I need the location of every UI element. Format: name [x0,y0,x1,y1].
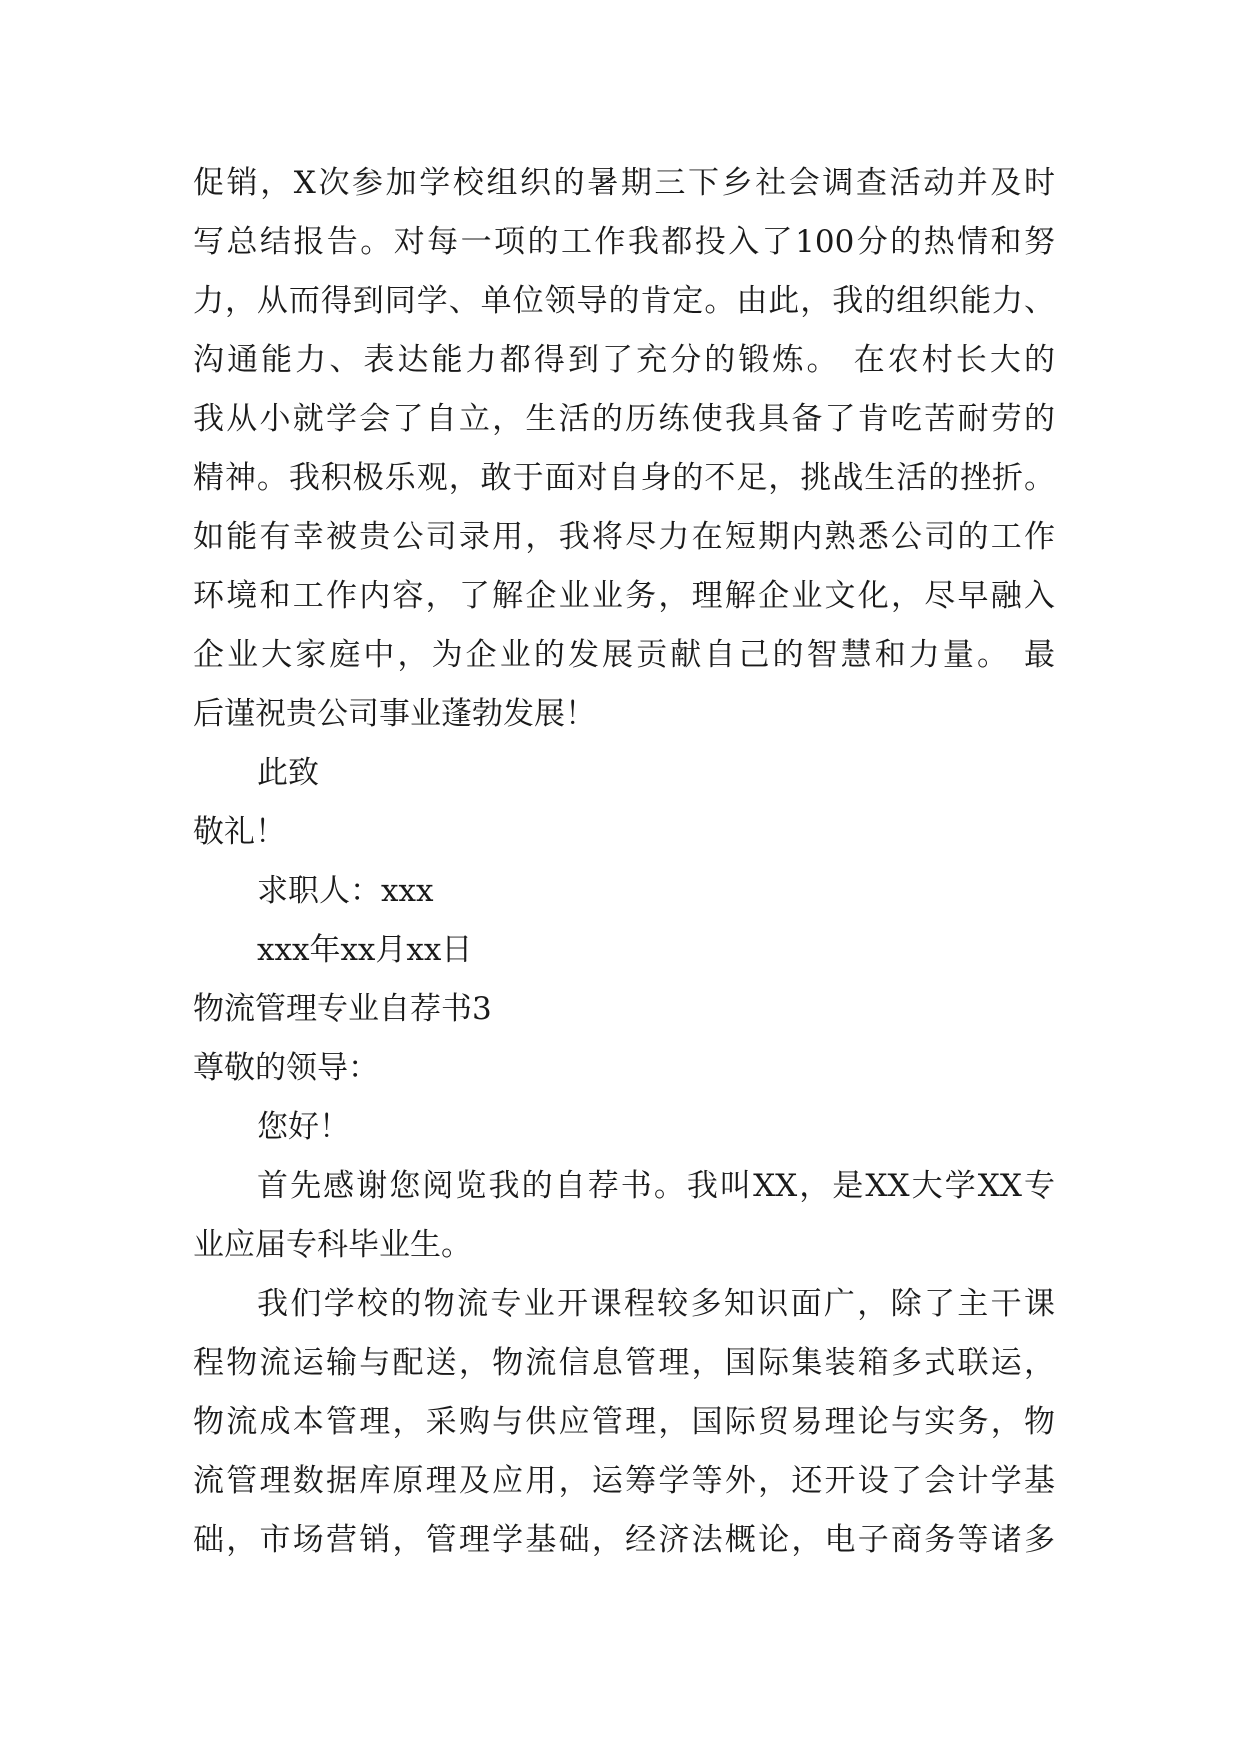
text-line: 敬礼！ [193,814,286,850]
text-line: 物流管理专业自荐书3 [193,991,492,1027]
text-line: 此致 [257,755,319,791]
text-line: 程物流运输与配送，物流信息管理，国际集装箱多式联运， [193,1345,1055,1381]
text-line: 础，市场营销，管理学基础，经济法概论，电子商务等诸多 [193,1522,1055,1558]
text-line: 我们学校的物流专业开课程较多知识面广，除了主干课 [257,1286,1055,1322]
text-line: xxx年xx月xx日 [257,932,473,968]
text-line: 沟通能力、表达能力都得到了充分的锻炼。 在农村长大的 [193,342,1055,378]
text-line: 求职人：xxx [257,873,434,909]
text-line: 精神。我积极乐观，敢于面对自身的不足，挑战生活的挫折。 [193,460,1055,496]
text-line: 我从小就学会了自立，生活的历练使我具备了肯吃苦耐劳的 [193,401,1055,437]
text-line: 流管理数据库原理及应用，运筹学等外，还开设了会计学基 [193,1463,1055,1499]
document-body [193,154,1055,1570]
text-line: 物流成本管理，采购与供应管理，国际贸易理论与实务，物 [193,1404,1055,1440]
text-line: 力，从而得到同学、单位领导的肯定。由此，我的组织能力、 [193,283,1055,319]
text-line: 环境和工作内容，了解企业业务，理解企业文化，尽早融入 [193,578,1055,614]
text-line: 如能有幸被贵公司录用，我将尽力在短期内熟悉公司的工作 [193,519,1055,555]
text-line: 企业大家庭中，为企业的发展贡献自己的智慧和力量。 最 [193,637,1055,673]
text-line: 尊敬的领导： [193,1050,379,1086]
text-line: 您好！ [257,1109,350,1145]
text-line: 促销，X次参加学校组织的暑期三下乡社会调查活动并及时 [193,165,1055,201]
text-line: 业应届专科毕业生。 [193,1227,472,1263]
text-line: 后谨祝贵公司事业蓬勃发展！ [193,696,596,732]
text-line: 首先感谢您阅览我的自荐书。我叫XX，是XX大学XX专 [257,1168,1055,1204]
text-line: 写总结报告。对每一项的工作我都投入了100分的热情和努 [193,224,1055,260]
